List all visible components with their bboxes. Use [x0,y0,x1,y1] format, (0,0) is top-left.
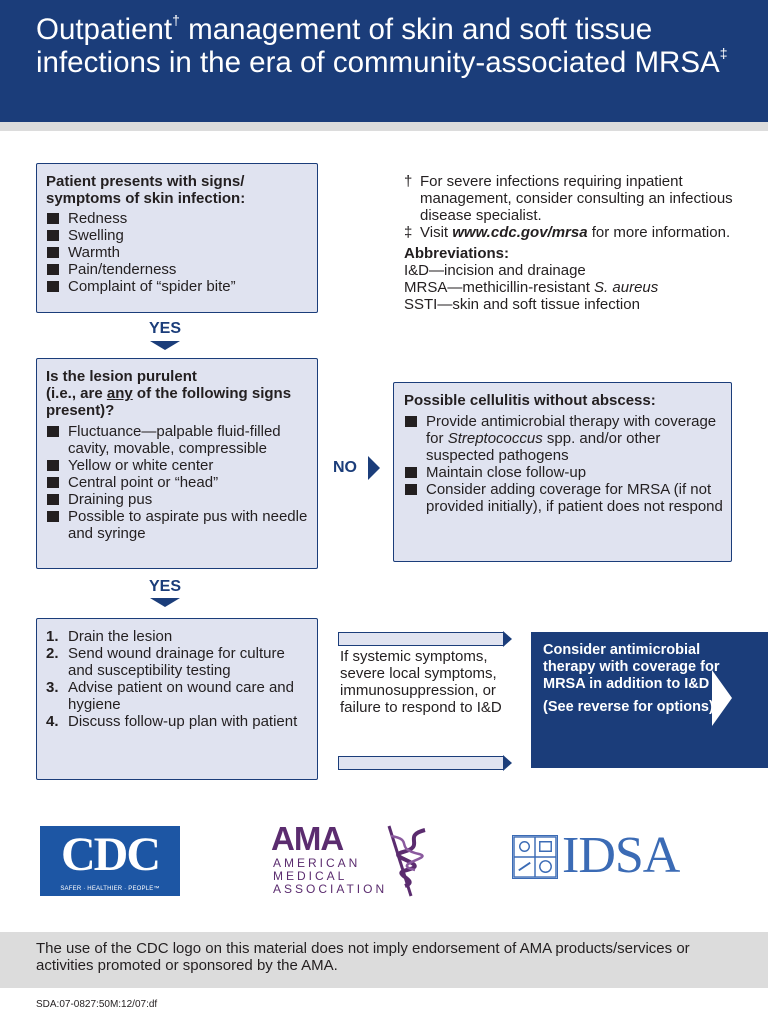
purulent-signs-list [46,423,309,542]
cellulitis-heading: Possible cellulitis without abscess: [404,392,656,409]
down-arrow-icon [150,598,180,607]
caduceus-icon [381,822,439,898]
purulent-lesion-box [36,358,318,569]
s-aureus-text: S. aureus [594,279,659,296]
purulent-question: Is the lesion purulent [46,368,197,385]
symptoms-box [36,163,318,313]
condition-arrow-top [338,632,504,646]
purulent-heading [46,368,309,419]
purulent-question-post: of the following signs present)? [46,385,292,419]
cellulitis-item-text: Provide antimicrobial therapy with coverage for [426,413,717,447]
cellulitis-box [393,382,732,562]
dagger-mark: † [404,173,413,190]
escalation-conditions: If systemic symptoms, severe local symptoms, immunosuppression, or failure to respond to I&D [340,648,502,716]
step-number: 2. [46,645,59,662]
ama-full-name [273,857,387,896]
cdc-logo-text: CDC [61,828,159,881]
title-text-main: management of skin and soft tissue infections in the era of community-associated MRSA [36,13,720,79]
abbreviation-item [404,279,744,296]
double-dagger-mark: ‡ [404,224,413,241]
step-item [46,679,309,713]
recommendation-text: Consider antimicrobial therapy with coverage for MRSA in addition to I&D [543,642,720,692]
title-banner [0,0,768,122]
footnote-text: Visit [420,224,453,241]
abbreviation-text: MRSA—methicillin-resistant [404,279,595,296]
sign-item: Yellow or white center [46,457,309,474]
step-item [46,645,309,679]
footnote-text: For severe infections requiring inpatient management, consider consulting an infectious disease specialist. [420,173,733,224]
symptom-item: Warmth [46,244,309,261]
step-text: Send wound drainage for culture and susceptibility testing [68,645,285,679]
symptoms-heading: Patient presents with signs/ symptoms of skin infection: [46,173,246,207]
right-arrow-icon [368,456,380,480]
dagger-mark: † [172,12,180,28]
step-number: 1. [46,628,59,645]
ama-logo-text: AMA [271,820,344,857]
down-arrow-icon [150,341,180,350]
cellulitis-item [404,413,723,464]
step-item [46,628,309,645]
sign-item: Possible to aspirate pus with needle and syringe [46,508,309,542]
drainage-steps-list [46,628,309,730]
purulent-question-any: any [106,385,133,402]
idsa-logo [512,827,742,884]
idsa-emblem-icon [512,835,558,879]
mrsa-therapy-recommendation [531,632,768,768]
cellulitis-list [404,413,723,515]
cellulitis-item-text: spp. and/or other suspected pathogens [426,430,661,464]
ama-name-line: AMERICAN [273,856,361,870]
sign-item: Draining pus [46,491,309,508]
footnote-double-dagger [404,224,744,241]
arrow-tip-icon [503,755,512,771]
footnote-text: for more information. [587,224,731,241]
drainage-steps-box [36,618,318,780]
symptom-item: Swelling [46,227,309,244]
symptom-item: Redness [46,210,309,227]
yes-label-1: YES [148,320,181,337]
idsa-logo-text: IDSA [562,827,680,884]
chevron-right-icon [712,670,732,726]
cellulitis-item: Maintain close follow-up [404,464,723,481]
header-divider [0,122,768,131]
page-title [36,13,746,79]
title-text-outpatient: Outpatient [36,13,173,46]
no-label: NO [333,459,357,476]
condition-arrow-bottom [338,756,504,770]
sign-item: Central point or “head” [46,474,309,491]
abbreviation-item: I&D—incision and drainage [404,262,586,279]
cellulitis-item: Consider adding coverage for MRSA (if not provided initially), if patient does not respond [404,481,723,515]
ama-logo [271,822,441,902]
cdc-logo-disclaimer: The use of the CDC logo on this material does not imply endorsement of AMA products/services or activities promoted or sponsored by the AMA. [0,932,768,988]
ama-name-line: ASSOCIATION [273,882,388,896]
step-text: Advise patient on wound care and hygiene [68,679,294,713]
step-number: 3. [46,679,59,696]
sign-item: Fluctuance—palpable fluid-filled cavity, movable, compressible [46,423,309,457]
yes-label-2: YES [148,578,181,595]
abbreviation-item: SSTI—skin and soft tissue infection [404,296,640,313]
document-code: SDA:07-0827:50M:12/07:df [36,999,158,1010]
footnotes [404,173,744,313]
streptococcus-text: Streptococcus [447,430,543,447]
symptom-item: Complaint of “spider bite” [46,278,309,295]
ama-name-line: MEDICAL [273,869,348,883]
cdc-logo [40,826,180,896]
symptom-item: Pain/tenderness [46,261,309,278]
symptoms-list [46,210,309,295]
step-text: Discuss follow-up plan with patient [68,713,298,730]
cdc-mrsa-link[interactable]: www.cdc.gov/mrsa [452,224,588,241]
abbreviations-heading: Abbreviations: [404,245,510,262]
footnote-dagger [404,173,744,224]
purulent-question-pre: (i.e., are [46,385,107,402]
cdc-tagline: SAFER · HEALTHIER · PEOPLE™ [60,886,160,892]
step-number: 4. [46,713,59,730]
see-reverse-note: (See reverse for options) [543,699,714,715]
step-text: Drain the lesion [68,628,173,645]
double-dagger-mark: ‡ [719,45,728,61]
step-item [46,713,309,730]
arrow-tip-icon [503,631,512,647]
